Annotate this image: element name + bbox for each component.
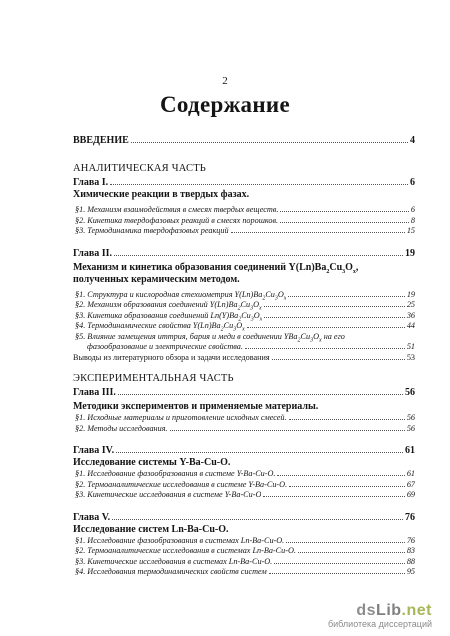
dot-leader	[274, 563, 405, 564]
chapter-title: Механизм и кинетика образования соединений $Y(Ln)Ba_2Cu_3O_x$,	[73, 261, 359, 275]
part-heading-analytical: АНАЛИТИЧЕСКАЯ ЧАСТЬ	[73, 163, 207, 174]
toc-item	[73, 546, 415, 557]
toc-page-number: 56	[406, 413, 415, 422]
toc-item-label: §1. Исследование фазообразования в системе Y-Ba-Cu-O.	[75, 469, 276, 478]
toc-page-number: 56	[405, 387, 415, 398]
toc-item	[73, 290, 415, 301]
dot-leader	[231, 232, 405, 233]
dot-leader	[269, 573, 405, 574]
chapter-row	[73, 247, 415, 260]
toc-page-number: 67	[406, 479, 415, 489]
toc-item-label: §2. Методы исследования.	[75, 423, 168, 433]
dot-leader	[170, 430, 405, 431]
toc-page-number: 88	[406, 556, 415, 566]
chapter-row	[73, 386, 415, 399]
dot-leader	[264, 317, 404, 318]
page-title: Содержание	[160, 92, 290, 117]
chapter-label: Глава II.	[73, 247, 113, 259]
toc-page-number: 15	[406, 226, 415, 235]
chapter-title: Методики экспериментов и применяемые материалы.	[73, 401, 319, 412]
dot-leader	[289, 486, 405, 487]
chapter-label: Глава IV.	[73, 445, 115, 456]
toc-page-number: 44	[406, 321, 415, 330]
dot-leader	[245, 348, 405, 349]
toc-item-label: §4. Исследования термодинамических свойств систем	[75, 567, 267, 576]
toc-item	[73, 216, 415, 227]
toc-item	[73, 557, 415, 568]
toc-item	[73, 321, 415, 332]
toc-item	[73, 311, 415, 322]
toc-item-label: §3. Кинетические исследования в системе Y-Ba-Cu-O	[75, 490, 262, 499]
dot-leader	[116, 452, 403, 453]
dot-leader	[277, 475, 404, 476]
dot-leader	[112, 519, 403, 520]
chapter-title: Химические реакции в твердых фазах.	[73, 189, 250, 200]
chapter-row	[73, 444, 415, 457]
toc-item	[73, 205, 415, 216]
toc-item-label: §1. Исследование фазообразования в системах Ln-Ba-Cu-O.	[75, 535, 285, 545]
toc-page-number: 69	[406, 490, 415, 499]
dot-leader	[272, 359, 405, 360]
toc-item	[73, 413, 415, 424]
toc-page-number: 76	[406, 535, 415, 545]
toc-intro-label: ВВЕДЕНИЕ	[73, 135, 129, 146]
toc-item-label: §2. Механизм образования соединений $Y(Ln)Ba_2Cu_3O_x$	[75, 300, 262, 311]
toc-item-label: §2. Термоаналитические исследования в системах Ln-Ba-Cu-O.	[75, 546, 296, 555]
dot-leader	[114, 255, 403, 256]
toc-item-label: §1. Структура и кислородная стехиометрия $Y(Ln)Ba_2Cu_3O_x$	[75, 289, 287, 300]
toc-item-label: Выводы из литературного обзора и задачи исследования	[73, 352, 270, 362]
toc-page-number: 19	[406, 289, 415, 299]
toc-item-label: §2. Термоаналитические исследования в системе Y-Ba-Cu-O.	[75, 479, 288, 489]
chapter-row	[73, 176, 415, 189]
dot-leader	[264, 306, 405, 307]
dot-leader	[131, 142, 408, 143]
toc-item-label: §1. Исходные материалы и приготовление исходных смесей.	[75, 413, 287, 422]
dot-leader	[280, 211, 408, 212]
toc-item-label: §3. Термодинамика твердофазовых реакций	[75, 226, 229, 235]
toc-item-label: §4. Термодинамические свойства $Y(Ln)Ba_2Cu_3O_x$	[75, 321, 245, 332]
toc-item	[73, 226, 415, 237]
page-number: 2	[222, 75, 228, 87]
toc-intro-row	[73, 134, 415, 147]
toc-item-label: §3. Кинетические исследования в системах Ln-Ba-Cu-O.	[75, 556, 273, 566]
toc-item-label: фазообразование и электрические свойства.	[87, 342, 243, 351]
toc-page-number: 36	[406, 310, 415, 320]
dot-leader	[286, 542, 405, 543]
toc-item-label: §3. Кинетика образования соединений $Ln(Y)Ba_2Cu_3O_x$	[75, 310, 263, 321]
dot-leader	[110, 184, 408, 185]
chapter-label: Глава III.	[73, 387, 116, 398]
chapter-row	[73, 511, 415, 524]
chapter-title-line2: полученных керамическим методом.	[73, 273, 240, 285]
toc-item	[73, 490, 415, 501]
toc-page-number: 8	[410, 215, 415, 225]
watermark-logo: dsLib.net	[356, 602, 432, 619]
toc-item	[73, 536, 415, 547]
chapter-label: Глава V.	[73, 511, 111, 523]
toc-page-number: 95	[406, 567, 415, 576]
toc-page-number: 83	[406, 546, 415, 555]
table-of-contents	[73, 130, 415, 578]
dot-leader	[263, 496, 404, 497]
toc-item-multiline-second	[73, 342, 415, 353]
toc-page-number: 56	[406, 423, 415, 433]
dot-leader	[118, 394, 403, 395]
toc-item-label: §1. Механизм взаимодействия в смесях твердых веществ.	[75, 205, 279, 214]
toc-page-number: 61	[405, 445, 415, 456]
toc-page-number: 51	[406, 342, 415, 351]
chapter-title: Исследование системы Y-Ba-Cu-O.	[73, 457, 231, 468]
toc-page-number: 6	[410, 205, 415, 214]
watermark-subtitle: библиотека диссертаций	[327, 619, 432, 629]
toc-page-number: 53	[406, 352, 415, 362]
toc-item	[73, 567, 415, 578]
dot-leader	[247, 327, 405, 328]
dslib-watermark	[328, 602, 432, 630]
toc-item	[73, 300, 415, 311]
part-heading-experimental: ЭКСПЕРИМЕНТАЛЬНАЯ ЧАСТЬ	[73, 373, 234, 384]
chapter-label: Глава I.	[73, 177, 109, 188]
toc-item	[73, 469, 415, 480]
dot-leader	[298, 552, 405, 553]
toc-page-number: 4	[410, 135, 415, 146]
toc-item	[73, 480, 415, 491]
toc-page-number: 6	[410, 177, 415, 188]
toc-item	[73, 424, 415, 435]
dot-leader	[289, 419, 405, 420]
toc-page-number: 76	[405, 511, 415, 523]
toc-item-multiline-first: §5. Влияние замещения иттрия, бария и меди в соединении $YBa_2Cu_3O_x$ на его	[75, 331, 345, 344]
chapter-title: Исследование систем Ln-Ba-Cu-O.	[73, 523, 229, 535]
toc-page-number: 25	[406, 300, 415, 309]
toc-item-conclusions	[73, 353, 415, 364]
toc-item-label: §2. Кинетика твердофазовых реакций в смесях порошков.	[75, 215, 279, 225]
dot-leader	[288, 296, 404, 297]
dot-leader	[280, 222, 409, 223]
toc-page-number: 19	[405, 247, 415, 259]
toc-page-number: 61	[406, 469, 415, 478]
